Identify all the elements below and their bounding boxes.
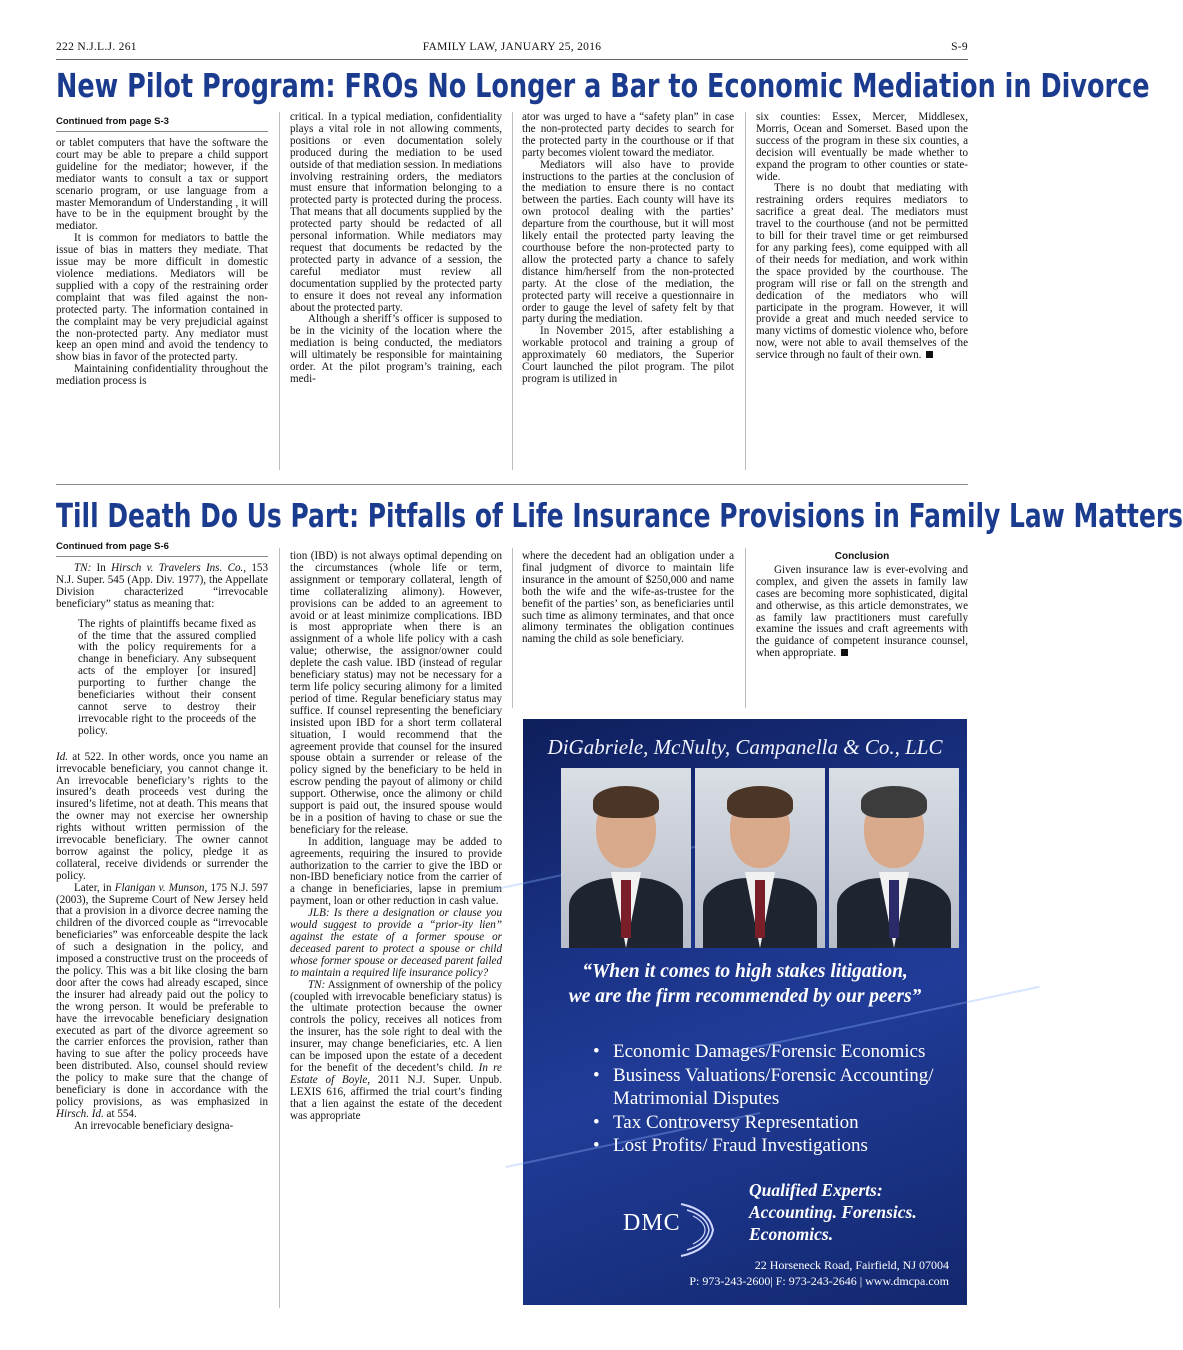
paragraph: ator was urged to have a “safety plan” in case the non-protected party decides to search for the protected party in the courthouse or if that party becomes violent toward the mediator.	[522, 111, 734, 159]
paragraph: or tablet computers that have the software the court may be able to prepare a child support guideline for the mediator; however, if the mediator wants to consult a tax or support scenario program, or use language from a master Memorandum of Understanding , it will have to be in the equipment brought by the mediator.	[56, 137, 268, 233]
partner-photo	[829, 768, 959, 948]
paragraph-text: , 175 N.J. 597 (2003), the Supreme Court of New Jersey held that a provision in a divorce decree naming the children of the divorced couple as “irrevocable beneficiaries” was enforceable despite the lack of such a designation in the policy, and imposed a constructive trust on the proceeds of the policy. This was a bit like closing the barn door after the cows had already escaped, since the insurer had already paid out the policy to the wrong person. It would be preferable to have the irrevocable beneficiary designation executed as part of the divorce agreement so the carrier enforces the provision, rather than having to sue after the policy proceeds have been distributed. Also, counsel should review the policy to make sure that the change of beneficiary is done in accordance with the policy provisions, as was emphasized in	[56, 881, 268, 1108]
paragraph: Although a sheriff’s officer is supposed to be in the vicinity of the location where the mediation is being conducted, the mediators will ultimately be responsible for maintaining order. At the pilot program’s training, each medi-	[290, 313, 502, 385]
service-item-continued: Matrimonial Disputes	[613, 1088, 780, 1109]
paragraph-text: Assignment of ownership of the policy (coupled with irrevocable beneficiary status) is the ultimate protection because the owner controls the policy, receives all notices from the insurer, has the sole right to deal with the insurer, may change beneficiaries, etc. A lien can be imposed upon the estate of a decedent for the benefit of the decedent’s child.	[290, 978, 502, 1074]
case-name: Hirsch v. Travelers Ins. Co.	[111, 562, 244, 574]
dmc-logo-text: DMC	[623, 1210, 681, 1236]
question	[290, 908, 502, 979]
paragraph: tion (IBD) is not always optimal depending on the circumstances (whole life or term, assignment or temporary collateral, length of time collateralizing alimony). However, provisions can be added to an agreement to avoid or at least minimize complications. IBD is most appropriate when there is an assignment of a whole life policy with a cash value; otherwise, the assignor/owner could deplete the cash value. IBD (instead of regular beneficiary status) may not be necessary for a term life policy securing alimony for a limited period of time. Regular beneficiary status may suffice. If counsel representing the beneficiary insisted upon IBD for a short term collateral situation, I would recommend that the agreement provide that counsel for the insured spouse obtain a surrender or release of the policy signed by the beneficiary to be held in escrow pending the payout of alimony or child support. Otherwise, once the alimony or child support is paid out, the insured spouse would be in a position of having to chase or sue the beneficiary for the release.	[290, 550, 502, 836]
article2-headline: Till Death Do Us Part: Pitfalls of Life Insurance Provisions in Family Law Matters	[56, 497, 1183, 536]
end-mark-icon	[841, 649, 848, 656]
header-rule	[56, 59, 968, 60]
ad-tagline-line: we are the firm recommended by our peers”	[568, 986, 922, 1007]
partner-photo	[695, 768, 825, 948]
article2-column-2	[290, 551, 502, 1123]
speaker-label: TN:	[308, 978, 326, 991]
paragraph	[756, 183, 968, 362]
speaker-label: TN:	[74, 562, 92, 574]
column-divider	[279, 112, 280, 470]
ad-tagline	[523, 959, 967, 1009]
article-separator	[56, 484, 968, 485]
firm-advertisement	[523, 719, 967, 1305]
paragraph: Mediators will also have to provide instructions to the parties at the conclusion of the mediation to ensure there is no contact between the parties. Each county will have its own protocol dealing with the parties’ departure from the courthouse, but it will most likely entail the protected party leaving the courthouse before the non-protected party to allow the protected party a chance to safely distance him/herself from the non-protected party. At the close of the mediation, the protected party will receive a questionnaire in order to gauge the level of safety felt by that party during the mediation.	[522, 158, 734, 326]
paragraph: In addition, language may be added to agreements, requiring the insured to provide authorization to the carrier to give the IBD or non-IBD beneficiary notice from the carrier of a change in beneficiaries, lapse in premium payment, loan or other reduction in cash value.	[290, 835, 502, 908]
volume-citation: 222 N.J.L.J. 261	[56, 41, 137, 53]
paragraph	[56, 883, 268, 1121]
paragraph-text: at 554.	[103, 1107, 137, 1120]
paragraph-text: Given insurance law is ever-evolving and complex, and given the assets in family law cases are becoming more sophisticated, digital and otherwise, as this article demonstrates, we as family law practitioners must carefully examine the issues and craft agreements with the guidance of competent insurance counsel, when appropriate.	[756, 563, 968, 660]
section-date: FAMILY LAW, JANUARY 25, 2016	[422, 41, 602, 53]
ad-qualifications	[749, 1179, 959, 1245]
paragraph: Maintaining confidentiality throughout the mediation process is	[56, 363, 268, 388]
article1-column-4	[756, 112, 968, 362]
paragraph-text: Later, in	[74, 881, 115, 894]
paragraph-text: , 2011 N.J. Super. Unpub. LEXIS 616, affirmed the trial court’s finding that a lien against the estate of the decedent was appropriate	[290, 1073, 502, 1122]
ad-phone: P: 973-243-2600| F: 973-243-2646 | www.dmcpa.com	[689, 1274, 949, 1288]
continued-rule	[56, 556, 268, 557]
case-name: Hirsch. Id.	[56, 1107, 104, 1120]
ad-firm-name: DiGabriele, McNulty, Campanella & Co., LLC	[547, 735, 943, 759]
column-divider	[279, 548, 280, 1308]
paragraph	[56, 563, 268, 611]
paragraph	[56, 752, 268, 883]
column-divider	[745, 112, 746, 470]
case-name: In re Estate of Boyle	[290, 1061, 502, 1086]
running-head	[56, 41, 968, 57]
block-quote: The rights of plaintiffs became fixed as of the time that the assured complied with the policy requirements for a change in beneficiary. Any subsequent acts of the employer [or insured] purporting to further change the beneficiaries without their consent cannot serve to destroy their irrevocable right to the proceeds of the policy.	[78, 617, 256, 737]
article1-column-2	[290, 112, 502, 386]
paragraph-text: There is no doubt that mediating with restraining orders requires mediators to sacrifice a great deal. The mediators must travel to the courthouse (and not be permitted to bill for their travel time or get reimbursed for any parking fees), come equipped with all of their needs for mediation, and work within the space provided by the courthouse. The program will rise or fall on the strength and dedication of the mediators who will participate in the program. However, it will provide a great and much needed service to many victims of domestic violence who, before now, were not able to avail themselves of the service through no fault of their own.	[756, 182, 968, 362]
ad-contact	[689, 1257, 949, 1289]
qualification-line: Accounting. Forensics.	[749, 1202, 917, 1222]
conclusion-heading: Conclusion	[834, 551, 890, 562]
paragraph: six counties: Essex, Mercer, Middlesex, Morris, Ocean and Somerset. Based upon the success of the program in these six counties, a decision will eventually be made whether to expand the program to other counties or state-wide.	[756, 111, 968, 183]
ad-address: 22 Horseneck Road, Fairfield, NJ 07004	[754, 1258, 949, 1272]
case-name: Flanigan v. Munson	[114, 881, 205, 894]
service-item: • Lost Profits/ Fraud Investigations	[593, 1134, 963, 1158]
column-divider	[512, 112, 513, 470]
question-text: JLB: Is there a designation or clause you would suggest to provide a “prior-ity lien” against the estate of a former spouse or deceased parent to protect a spouse or child whose former spouse or deceased parent failed to maintain a required life insurance policy?	[290, 907, 502, 979]
qualification-line: Economics.	[749, 1224, 834, 1244]
article2-column-4	[756, 551, 968, 660]
paragraph-text: , 153 N.J. Super. 545 (App. Div. 1977), the Appellate Division characterized “irrevocable beneficiary” status as meaning that:	[56, 562, 268, 610]
page-number: S-9	[951, 41, 968, 53]
article2-continued: Continued from page S-6	[56, 541, 169, 552]
article1-column-3	[522, 112, 734, 386]
column-divider	[512, 548, 513, 708]
citation: Id.	[56, 750, 69, 763]
continued-rule	[56, 131, 268, 132]
paragraph: where the decedent had an obligation under a final judgment of divorce to maintain life insurance in the amount of $250,000 and name both the wife and the wife-as-trustee for the benefit of the parties’ son, as beneficiaries until such time as alimony terminates, and that once alimony terminates the obligation continues naming the child as sole beneficiary.	[522, 550, 734, 646]
services-list	[593, 1040, 963, 1158]
paragraph: In November 2015, after establishing a workable protocol and training a group of approximately 60 mediators, the Superior Court launched the pilot program. The pilot program is utilized in	[522, 325, 734, 385]
service-item: • Tax Controversy Representation	[593, 1111, 963, 1135]
end-mark-icon	[926, 351, 933, 358]
article1-continued: Continued from page S-3	[56, 116, 169, 127]
paragraph-text: In	[91, 562, 112, 574]
paragraph	[756, 565, 968, 660]
ad-tagline-line: “When it comes to high stakes litigation,	[582, 961, 908, 982]
column-divider	[745, 548, 746, 708]
service-item: • Business Valuations/Forensic Accounting/	[593, 1064, 963, 1088]
paragraph-text: at 522. In other words, once you name an irrevocable beneficiary, you cannot change it. An irrevocable beneficiary’s rights to the insured’s death proceeds vest during the insured’s lifetime, not at death. This means that the owner may not exercise her ownership rights without written permission of the irrevocable beneficiary. The owner cannot borrow against the policy, pledge it as collateral, receive dividends or surrender the policy.	[56, 750, 268, 882]
paragraph: critical. In a typical mediation, confidentiality plays a vital role in not allowing comments, positions or even documentation solely produced during the mediation to be used outside of that mediation session. In mediations involving restraining orders, the mediators must ensure that information belonging to a protected party is protected during the process. That means that all documents supplied by the protected party should be redacted of all personal information. While mediators may request that documents be redacted by the protected party in advance of a session, the careful mediator must review all documentation supplied by the protected party to ensure it does not reveal any information about the protected party.	[290, 111, 502, 314]
service-item: • Economic Damages/Forensic Economics	[593, 1040, 963, 1064]
paragraph: An irrevocable beneficiary designa-	[74, 1119, 234, 1132]
article2-column-3	[522, 551, 734, 646]
paragraph: It is common for mediators to battle the issue of bias in matters they mediate. That issue may be more difficult in domestic violence mediations. Mediators will be supplied with a copy of the restraining order complaint that was filed against the non-protected party. The information contained in the complaint may be very prejudicial against the non-protected party. Any mediator must keep an open mind and avoid the tendency to show bias in favor of the protected party.	[56, 232, 268, 364]
partner-photo	[561, 768, 691, 948]
qualification-line: Qualified Experts:	[749, 1180, 883, 1200]
article2-column-1	[56, 563, 268, 1133]
article1-column-1	[56, 138, 268, 388]
article1-headline: New Pilot Program: FROs No Longer a Bar to Economic Mediation in Divorce	[56, 67, 1150, 106]
paragraph	[290, 980, 502, 1123]
